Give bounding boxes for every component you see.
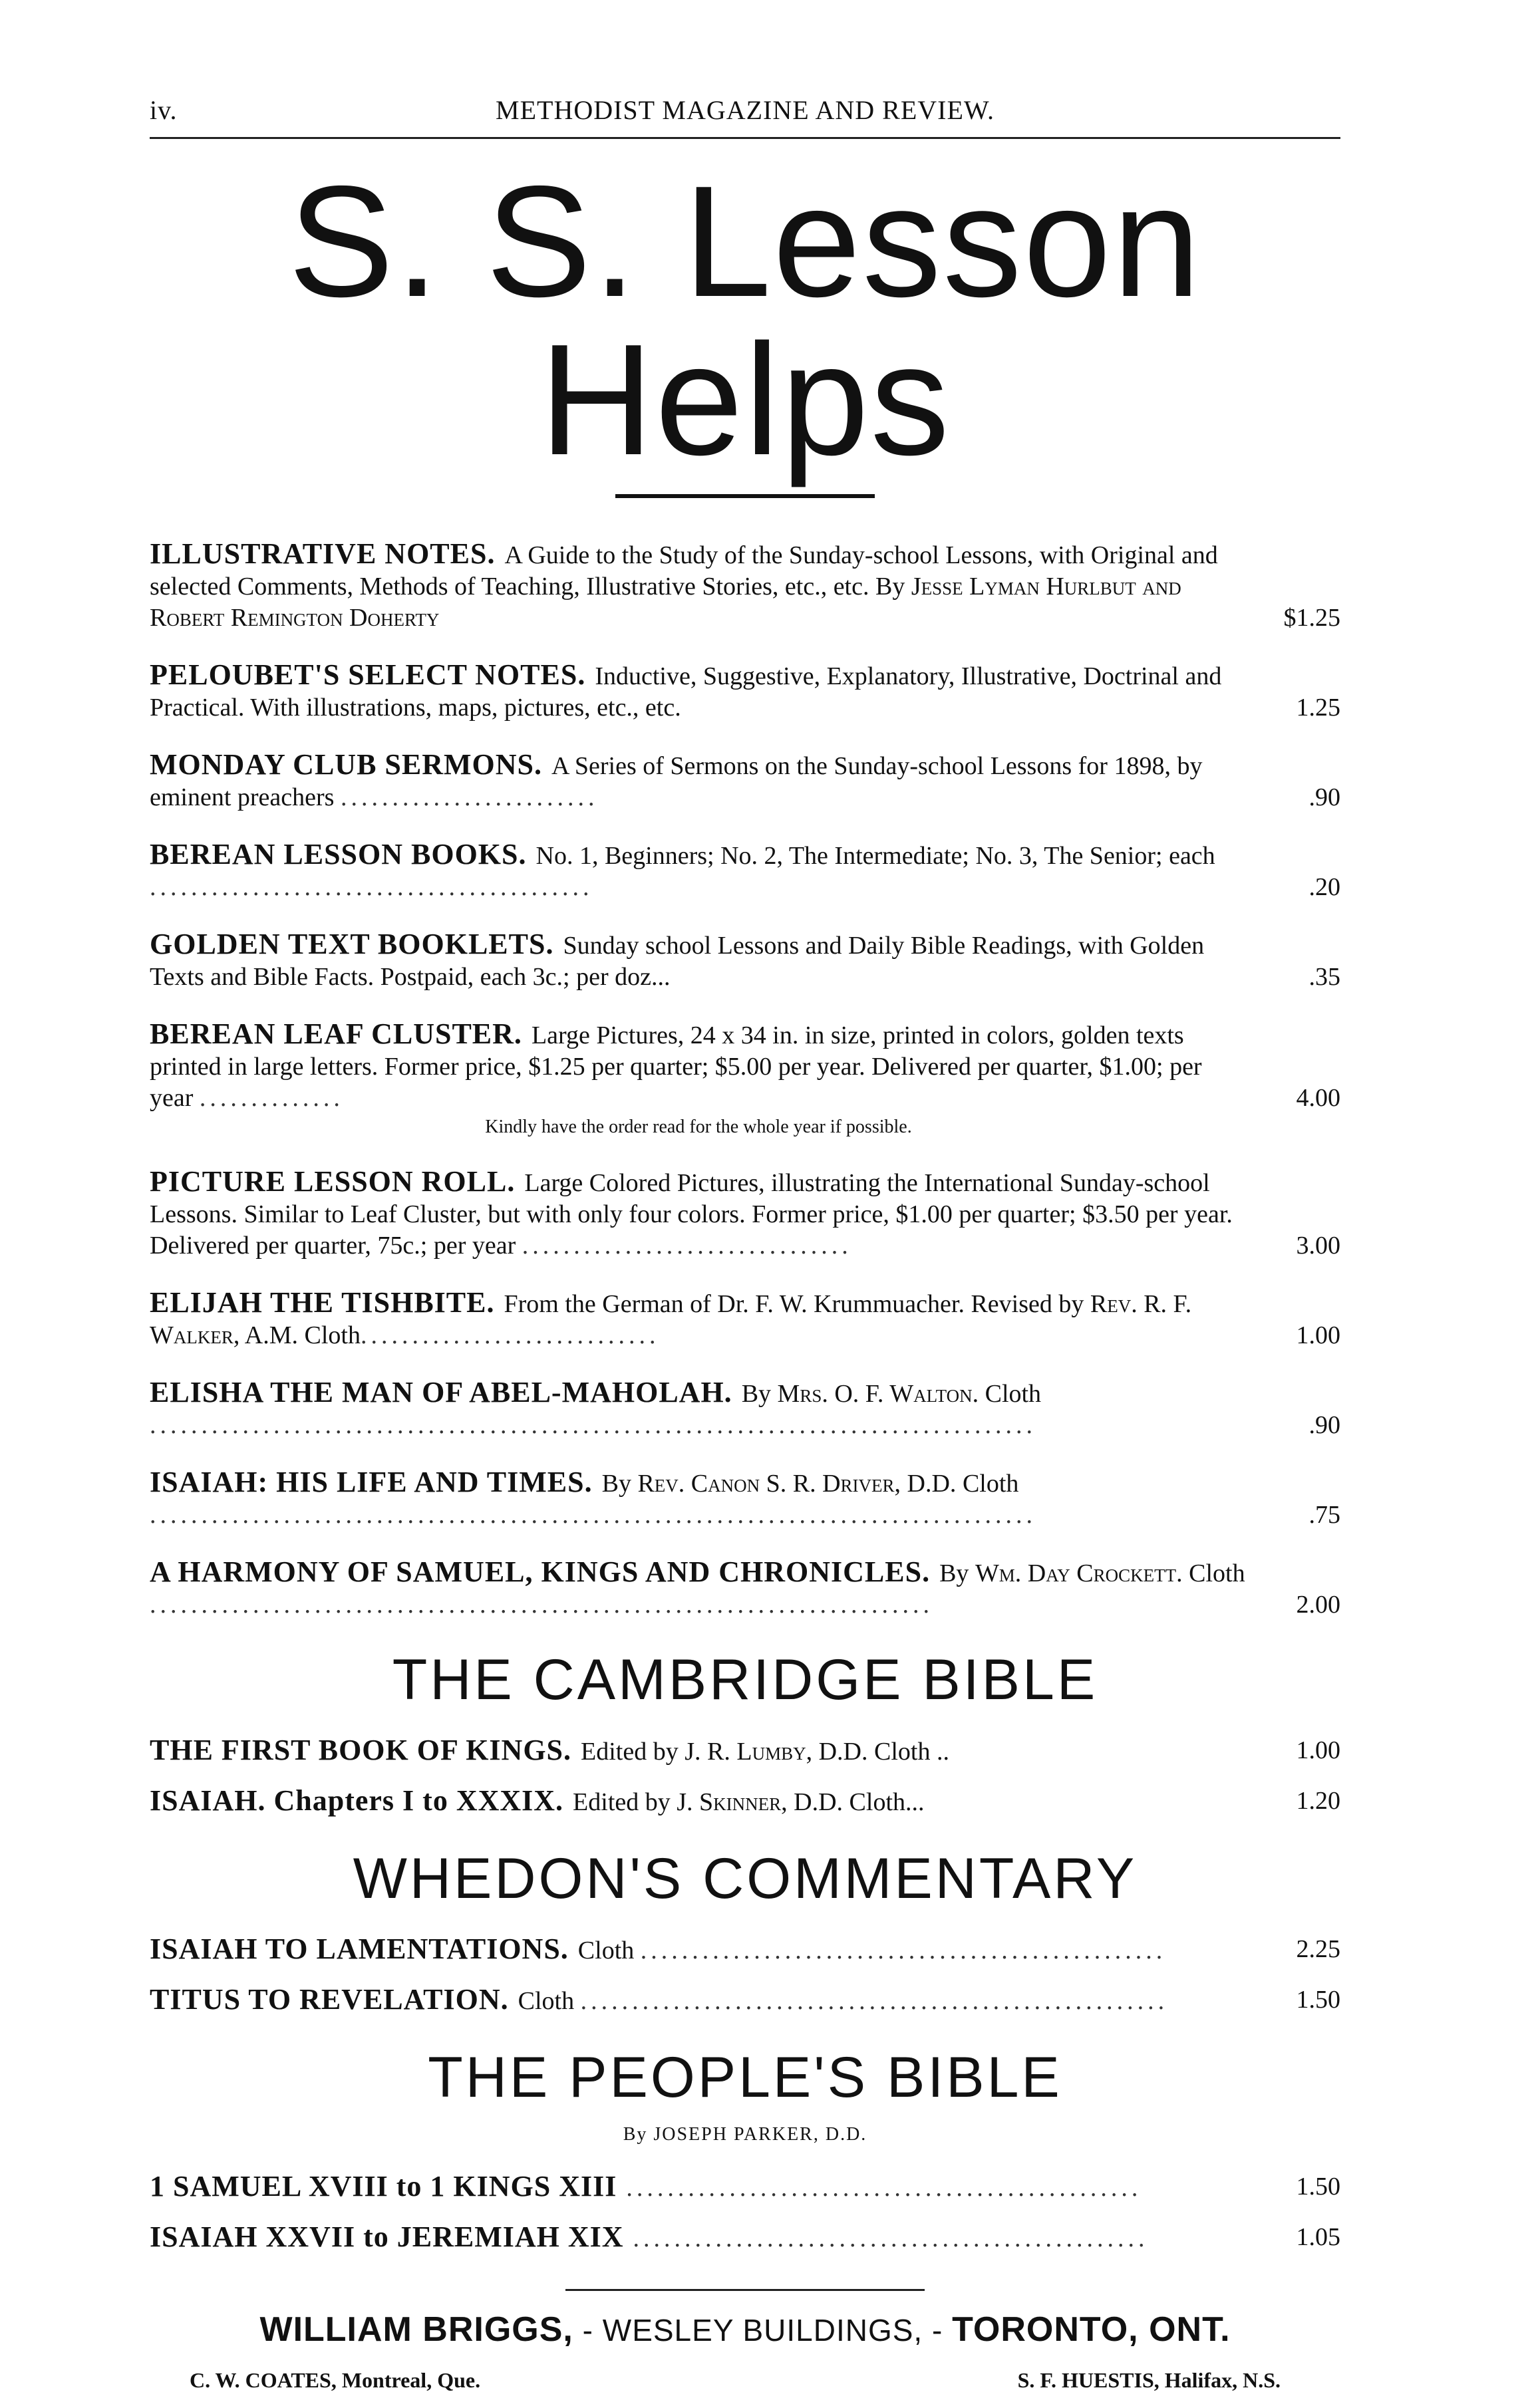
- dot-leader: ............................................................................: [150, 1591, 933, 1619]
- dot-leader: ..................................................: [626, 2174, 1142, 2202]
- entry-description: A Series of Sermons on the Sunday-school Lessons for 1898, by eminent preachers: [150, 752, 1203, 811]
- book-entry: [150, 2169, 1340, 2205]
- entry-price: 1.50: [1296, 2173, 1340, 2201]
- entry-price: .90: [1308, 1411, 1340, 1439]
- agents-line: [150, 2368, 1340, 2408]
- entry-price: .35: [1308, 963, 1340, 991]
- entry-title: PELOUBET'S SELECT NOTES.: [150, 658, 586, 691]
- entry-title: PICTURE LESSON ROLL.: [150, 1165, 516, 1198]
- dot-leader: ......................................................................................: [150, 1411, 1036, 1439]
- entry-price: 1.20: [1296, 1787, 1340, 1815]
- header-rule: [150, 137, 1340, 139]
- book-entry: [150, 1287, 1340, 1351]
- entry-title: TITUS TO REVELATION.: [150, 1983, 509, 2016]
- book-entry: [150, 928, 1340, 993]
- entry-description: From the German of Dr. F. W. Krummuacher. Revised by: [504, 1290, 1084, 1318]
- title-rule: [615, 494, 875, 498]
- entry-description: A Guide to the Study of the Sunday-school Lessons, with Original and selected Comments, Methods of Teaching, Illustrative Stories, etc., etc. By: [150, 541, 1218, 601]
- publisher-address: WESLEY BUILDINGS,: [602, 2313, 923, 2347]
- entry-title: A HARMONY OF SAMUEL, KINGS AND CHRONICLES.: [150, 1555, 931, 1588]
- entry-author: Rev. R. F. Walker, A.M.: [150, 1290, 1192, 1349]
- book-entry: [150, 1377, 1340, 1441]
- dot-leader: ...........................................: [150, 873, 593, 901]
- entry-title: ELISHA THE MAN OF ABEL-MAHOLAH.: [150, 1376, 732, 1408]
- entry-binding: Cloth...: [849, 1788, 925, 1816]
- section-heading-whedon: WHEDON'S COMMENTARY: [353, 1847, 1138, 1911]
- entry-title: ISAIAH TO LAMENTATIONS.: [150, 1933, 569, 1965]
- entry-binding: Cloth: [518, 1987, 575, 2015]
- page-title: S. S. Lesson Helps: [288, 154, 1202, 488]
- entry-title: ISAIAH: HIS LIFE AND TIMES.: [150, 1466, 593, 1498]
- entry-price: 2.00: [1296, 1591, 1340, 1619]
- entry-description: No. 1, Beginners; No. 2, The Intermediate; No. 3, The Senior; each: [536, 842, 1215, 870]
- entry-description: Large Pictures, 24 x 34 in. in size, printed in colors, golden texts printed in large letters. Former price, $1.25 per quarter; $5.00 per year. Delivered per quarter, $1.00; per year: [150, 1021, 1202, 1112]
- entry-description: Inductive, Suggestive, Explanatory, Illustrative, Doctrinal and Practical. With illustrations, maps, pictures, etc., etc.: [150, 662, 1222, 722]
- book-entry: [150, 2220, 1340, 2256]
- entry-title: 1 SAMUEL XVIII to 1 KINGS XIII: [150, 2170, 617, 2203]
- entry-price: .90: [1308, 783, 1340, 811]
- entry-description: By: [741, 1380, 772, 1408]
- dot-leader: ..................................................: [633, 2224, 1149, 2252]
- entry-description: By: [939, 1559, 969, 1587]
- section-heading-peoples-bible: THE PEOPLE'S BIBLE: [428, 2046, 1062, 2109]
- dot-leader: .........................................................: [580, 1987, 1169, 2015]
- publisher-line: [150, 2310, 1340, 2349]
- book-entry: [150, 1466, 1340, 1531]
- dot-leader: ......................................................................................: [150, 1501, 1036, 1529]
- dot-leader: ..............: [199, 1084, 344, 1112]
- entry-price: 1.00: [1296, 1321, 1340, 1349]
- entry-author: Mrs. O. F. Walton.: [777, 1380, 979, 1408]
- footer-rule: [565, 2289, 925, 2291]
- entry-description: Sunday school Lessons and Daily Bible Readings, with Golden Texts and Bible Facts. Postpaid, each 3c.; per doz...: [150, 932, 1205, 991]
- entry-title: THE FIRST BOOK OF KINGS.: [150, 1734, 572, 1766]
- entry-price: 3.00: [1296, 1232, 1340, 1260]
- entry-binding: Cloth: [304, 1321, 361, 1349]
- dot-leader: ...................................................: [640, 1937, 1167, 1964]
- entry-price: 1.05: [1296, 2223, 1340, 2251]
- entry-author: Jesse Lyman Hurlbut and Robert Remington Doherty: [150, 573, 1181, 632]
- book-entry: [150, 1784, 1340, 1819]
- entry-title: ISAIAH. Chapters I to XXXIX.: [150, 1784, 564, 1817]
- entry-description: Edited by J. R.: [581, 1738, 730, 1766]
- separator: -: [582, 2313, 593, 2347]
- agent-montreal: C. W. COATES, Montreal, Que.: [190, 2368, 481, 2392]
- entry-price: 2.25: [1296, 1935, 1340, 1963]
- entry-author: Skinner, D.D.: [699, 1788, 844, 1816]
- page-number: iv.: [150, 95, 178, 125]
- publisher-city: TORONTO, ONT.: [952, 2310, 1231, 2349]
- entry-binding: Cloth: [1189, 1559, 1245, 1587]
- separator: -: [931, 2313, 943, 2347]
- book-entry: [150, 1556, 1340, 1621]
- entry-binding: Cloth ..: [873, 1738, 949, 1766]
- advertisement-page: [150, 86, 1340, 2408]
- entry-price: 1.00: [1296, 1736, 1340, 1764]
- entry-binding: Cloth: [985, 1380, 1042, 1408]
- entry-price: .75: [1308, 1501, 1340, 1529]
- book-entry: [150, 1166, 1340, 1262]
- entry-binding: Cloth: [962, 1470, 1019, 1498]
- running-header: [150, 86, 1340, 133]
- entry-author: Rev. Canon S. R. Driver, D.D.: [637, 1470, 957, 1498]
- book-entry: [150, 659, 1340, 724]
- entry-binding: Cloth: [577, 1937, 635, 1964]
- book-entry: [150, 1733, 1340, 1769]
- entry-description: By: [601, 1470, 631, 1498]
- magazine-title: METHODIST MAGAZINE AND REVIEW.: [496, 95, 995, 125]
- entry-author: Lumby, D.D.: [736, 1738, 868, 1766]
- entry-title: BEREAN LESSON BOOKS.: [150, 838, 527, 870]
- dot-leader: .............................: [360, 1321, 660, 1349]
- book-entry: [150, 1932, 1340, 1968]
- publisher-name: WILLIAM BRIGGS,: [259, 2310, 573, 2349]
- book-entry: [150, 749, 1340, 813]
- section-heading-cambridge: THE CAMBRIDGE BIBLE: [392, 1648, 1098, 1712]
- entry-price: 1.50: [1296, 1986, 1340, 2014]
- agent-halifax: S. F. HUESTIS, Halifax, N.S.: [1017, 2368, 1281, 2392]
- entry-description: Large Colored Pictures, illustrating the International Sunday-school Lessons. Similar to Leaf Cluster, but with only four colors. Former price, $1.00 per quarter; $3.50 per year. Delivered per quarter, 75c.; per year: [150, 1169, 1233, 1260]
- entry-price: 1.25: [1296, 694, 1340, 722]
- entry-title: MONDAY CLUB SERMONS.: [150, 748, 543, 781]
- entry-title: GOLDEN TEXT BOOKLETS.: [150, 928, 554, 960]
- entry-title: ILLUSTRATIVE NOTES.: [150, 537, 496, 570]
- dot-leader: ................................: [522, 1232, 852, 1260]
- entry-price: 4.00: [1296, 1084, 1340, 1112]
- entry-note: Kindly have the order read for the whole year if possible.: [485, 1117, 912, 1137]
- entry-title: ELIJAH THE TISHBITE.: [150, 1286, 495, 1319]
- book-entry: [150, 1982, 1340, 2018]
- entry-description: Edited by J.: [573, 1788, 693, 1816]
- entry-author: Wm. Day Crockett.: [975, 1559, 1183, 1587]
- section-author: By JOSEPH PARKER, D.D.: [623, 2124, 867, 2145]
- entry-price: $1.25: [1283, 604, 1340, 632]
- entry-price: .20: [1308, 873, 1340, 901]
- entry-title: ISAIAH XXVII to JEREMIAH XIX: [150, 2220, 624, 2253]
- book-entry: [150, 538, 1340, 634]
- book-entry: [150, 1018, 1340, 1140]
- book-entry: [150, 839, 1340, 903]
- dot-leader: .........................: [340, 783, 599, 811]
- entry-title: BEREAN LEAF CLUSTER.: [150, 1017, 522, 1050]
